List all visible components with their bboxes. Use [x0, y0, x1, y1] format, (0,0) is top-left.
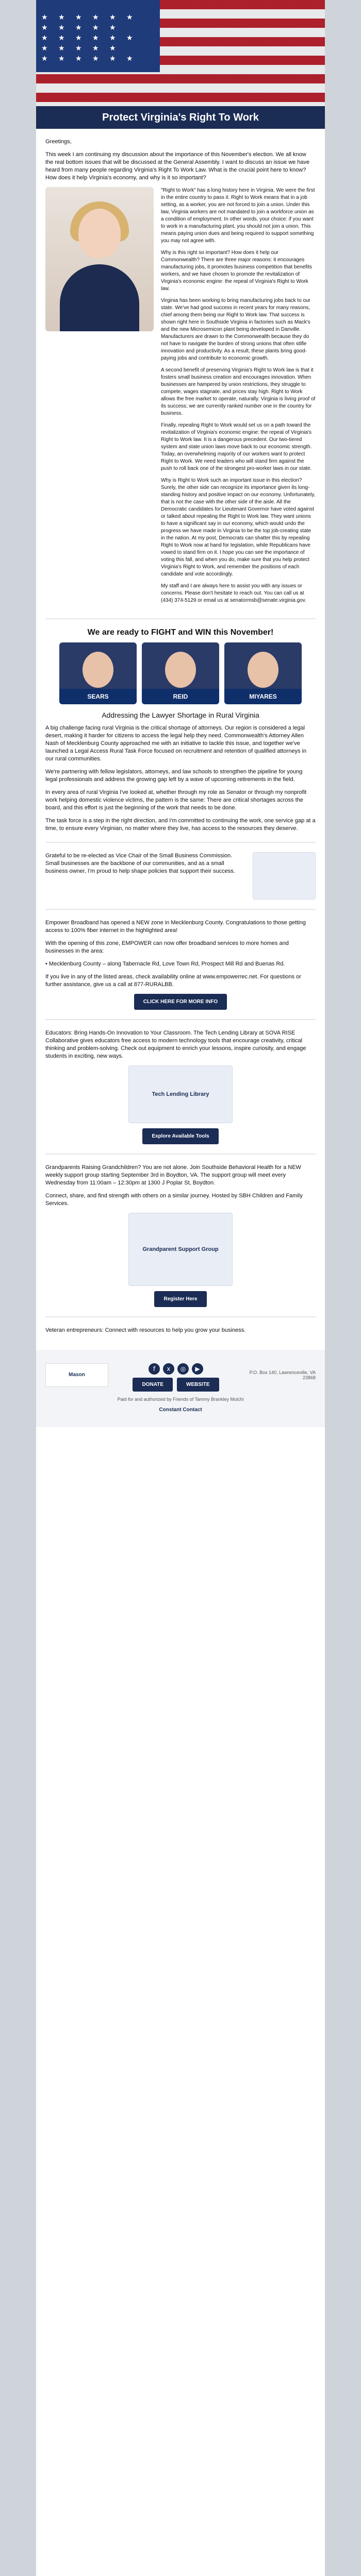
divider: [45, 1019, 316, 1020]
educators-text: Educators: Bring Hands-On Innovation to Your Classroom. The Tech Lending Library at SOVA RISE Collaborative gives educators free access to modern technology tools that encourage creativity, critical thinking and problem-solving. Check out equipment to enrich your lessons, inspire curiosity, and engage students in exciting, new ways.: [45, 1030, 306, 1059]
grandparents-card-title: Grandparent Support Group: [142, 1246, 219, 1252]
broadband-p2: With the opening of this zone, EMPOWER can now offer broadband services to more homes and businesses in the area:: [45, 940, 289, 954]
veterans-text: Veteran entrepreneurs: Connect with resources to help you grow your business.: [45, 1327, 246, 1333]
more-info-button[interactable]: CLICK HERE FOR MORE INFO: [134, 994, 227, 1010]
grandparents-text: Grandparents Raising Grandchildren? You are not alone. Join Southside Behavioral Health for a NEW weekly support group starting September 3rd in Boydton, VA. The support group will meet every Wednesday from 11:00am – 12:30pm at 1300 J Poplar St, Boydton.: [45, 1164, 301, 1186]
article: [45, 187, 316, 609]
footer-logo-text: Mason: [69, 1372, 85, 1378]
flag-stars: ★ ★ ★ ★ ★ ★ ★ ★ ★ ★ ★ ★ ★ ★ ★ ★ ★ ★ ★ ★ ★ ★ ★ ★ ★ ★ ★ ★: [41, 13, 137, 63]
educators-section: [45, 1029, 316, 1144]
candidate-cards: [45, 642, 316, 704]
article-p5: Finally, repealing Right to Work would set us on a path toward the revitalization of Virginia's economic engine: the repeal of Virginia's Right to Work law. It is a dangerous precedent. Our two-tiered system and state union laws move back to our economic strength. Today, an overwhelming majority of our workers want to protect Right to Work. We need leaders who will stand firm against the push to roll back one of the strongest pro-worker laws in our state.: [161, 422, 312, 471]
grandparents-p2: Connect, share, and find strength with others on a similar journey. Hosted by SBH Children and Family Services.: [45, 1193, 303, 1207]
article-p2: Why is this right so important? How does it help our Commonwealth? There are three major reasons: it encourages manufacturing jobs, it promotes business competition that benefits workers, and we have chosen to promote the revitalization of Virginia's economic engine: the repeal of Virginia's Right to Work law.: [161, 250, 312, 292]
divider: [45, 842, 316, 843]
fight-title: We are ready to FIGHT and WIN this November!: [87, 628, 274, 637]
divider: [45, 618, 316, 619]
article-p4: A second benefit of preserving Virginia's Right to Work law is that it fosters small business creation and encourages innovation. When businesses are hampered by union restrictions, they struggle to compete, wages stagnate, and prices stay high. Right to Work allows the free market to operate, naturally. Virginia is living proof of its success; we are currently ranked number one in the country for business.: [161, 367, 316, 416]
main-content: [36, 129, 325, 1334]
greeting: Greetings,: [45, 139, 72, 145]
instagram-icon[interactable]: ◎: [177, 1363, 189, 1375]
grandparents-image: [128, 1213, 233, 1286]
article-p1: "Right to Work" has a long history here in Virginia. We were the first in the entire country to pass it. Right to Work means that in a job setting, as a worker, you are not forced to join a union. Under this law, Virginia workers are not mandated to join a workforce union as a condition of employment. In other words, your choice: if you want to work in a manufacturing plant, you should not join a union. This means paying union dues and being required to support something you may not agree with.: [161, 188, 315, 244]
candidate-name: REID: [142, 689, 219, 704]
broadband-p1: Empower Broadband has opened a NEW zone in Mecklenburg County. Congratulations to those getting access to 100% fiber internet in the highlighted area!: [45, 920, 306, 934]
register-button[interactable]: Register Here: [154, 1291, 206, 1307]
youtube-icon[interactable]: ▶: [192, 1363, 203, 1375]
explore-tools-button[interactable]: Explore Available Tools: [142, 1128, 218, 1144]
divider: [45, 909, 316, 910]
footer-address: P.O. Box 140, Lawrenceville, VA 23868: [249, 1369, 316, 1380]
lawyer-text: [45, 724, 316, 833]
footer-row: [45, 1358, 316, 1392]
hero-banner: [36, 0, 325, 129]
candidate-face: [165, 652, 196, 688]
footer-buttons: [133, 1378, 219, 1392]
lawyer-p2: We're partnering with fellow legislators, attorneys, and law schools to strengthen the pipeline for young legal professionals and address the growing gap left by a wave of upcoming retirements in the field.: [45, 769, 303, 783]
candidate-card: [224, 642, 302, 704]
veterans-section: [45, 1327, 316, 1334]
grandparents-section: [45, 1164, 316, 1307]
portrait-body: [60, 264, 139, 331]
broadband-p3: If you live in any of the listed areas, check availability online at www.empowerrec.net. For questions or further assistance, give us a call at 877-RURALBB.: [45, 974, 301, 988]
tech-lending-card: [45, 1065, 316, 1144]
lawyer-p4: The task force is a step in the right direction, and I'm committed to continuing the work, one service gap at a time, to ensure every Virginian, no matter where they live, has access to the resources they deserve.: [45, 818, 316, 832]
divider: [45, 1316, 316, 1317]
candidate-name: MIYARES: [224, 689, 302, 704]
article-p3: Virginia has been working to bring manufacturing jobs back to our state. We've had good success in recent years for many reasons, chief among them being our Right to Work law. That success is shown right here in Southside Virginia in factories such as Mack's and the new Microsemicon plant being developed in Danville. Manufacturers are drawn to the Commonwealth because they do not have to navigate the burden of strong unions that often stifle innovation and productivity. As a result, these plants bring good-paying jobs and contribute to economic growth.: [161, 298, 310, 361]
donate-button[interactable]: DONATE: [133, 1378, 172, 1392]
lawyer-p1: A big challenge facing rural Virginia is the critical shortage of attorneys. Our region is considered a legal desert, making it harder for citizens to access the legal help they need. Commonwealth's Attorney Allen Nash of Mecklenburg County approached me with an initiative to tackle this issue, and together we've launched a Legal Access Rural Task Force focused on recruitment and retention of qualified attorneys in our rural communities.: [45, 725, 307, 762]
page-title: Protect Virginia's Right To Work: [36, 106, 325, 129]
article-p7: My staff and I are always here to assist you with any issues or concerns. Please don't hesitate to reach out. You can call us at (434) 374-5129 or email us at senatormsb@senate.virginia.gov.: [161, 583, 306, 603]
lawyer-title: Addressing the Lawyer Shortage in Rural Virginia: [102, 711, 259, 719]
tech-lending-image: [128, 1065, 233, 1123]
article-p6: Why is Right to Work such an important issue in this election? Surely, the other side can recognize its importance given its long-standing history and positive impact on our economy. Unfortunately, that is not the case with the other side of the aisle. All the Democratic candidates for Lieutenant Governor have voted against or talked about repealing the Right to Work law. They want unions to have a significant say in our economy, which would undo the progress we have made in Virginia to be the top job-creating state in the nation. At my post, Democrats can shatter this by repealing Right to Work now at hand for legislation, while Republicans have vowed to stand firm on it. I hope you can see the importance of voting this fall, and when you do, make sure that you help protect Virginia's Right to Work, and remember the positions of each candidate and vote accordingly.: [161, 478, 316, 577]
flag-canton: [36, 0, 160, 72]
broadband-button-wrap: [45, 994, 316, 1010]
social-icons: [133, 1363, 219, 1375]
article-text: [161, 187, 316, 609]
candidate-name: SEARS: [59, 689, 137, 704]
grandparents-card: [45, 1213, 316, 1307]
paid-for: Paid for and authorized by Friends of Tammy Brankley Mulchi: [117, 1397, 244, 1402]
broadband-section: [45, 919, 316, 1010]
candidate-face: [83, 652, 113, 688]
candidate-face: [248, 652, 278, 688]
intro-paragraph: This week I am continuing my discussion about the importance of this November's election. We all know the real bottom issues that will be discussed at the General Assembly. I want to discuss an issue we have heard from many people regarding Virginia's Right To Work Law. What is the crucial point here to know? How does it help Virginia's economy, and why is it so important?: [45, 151, 310, 181]
divider: [45, 1154, 316, 1155]
grateful-image: [253, 852, 316, 900]
email-page: [36, 0, 325, 2576]
twitter-icon[interactable]: x: [163, 1363, 174, 1375]
constant-contact-logo: Constant Contact: [159, 1407, 202, 1413]
candidate-card: [142, 642, 219, 704]
tech-lending-title: Tech Lending Library: [152, 1091, 209, 1097]
grateful-row: [45, 852, 316, 900]
footer-actions: [133, 1358, 219, 1392]
footer: [36, 1350, 325, 1427]
footer-logo: [45, 1363, 108, 1387]
facebook-icon[interactable]: f: [149, 1363, 160, 1375]
portrait-head: [78, 209, 121, 258]
portrait-image: [45, 187, 154, 331]
grateful-text: Grateful to be re-elected as Vice Chair of the Small Business Commission. Small businesses are the backbone of our communities, and as a small business owner, I'm proud to help shape policies that support their success.: [45, 853, 235, 874]
broadband-bullet: • Mecklenburg County – along Tabernacle Rd, Love Town Rd, Prospect Mill Rd and Buenas Rd.: [45, 961, 285, 967]
website-button[interactable]: WEBSITE: [177, 1378, 219, 1392]
lawyer-p3: In every area of rural Virginia I've looked at, whether through my role as Senator or through my nonprofit work helping domestic violence victims, the pattern is the same: There are critical shortages across the board, and this effort is just the beginning of the work that needs to be done.: [45, 789, 307, 811]
candidate-card: [59, 642, 137, 704]
